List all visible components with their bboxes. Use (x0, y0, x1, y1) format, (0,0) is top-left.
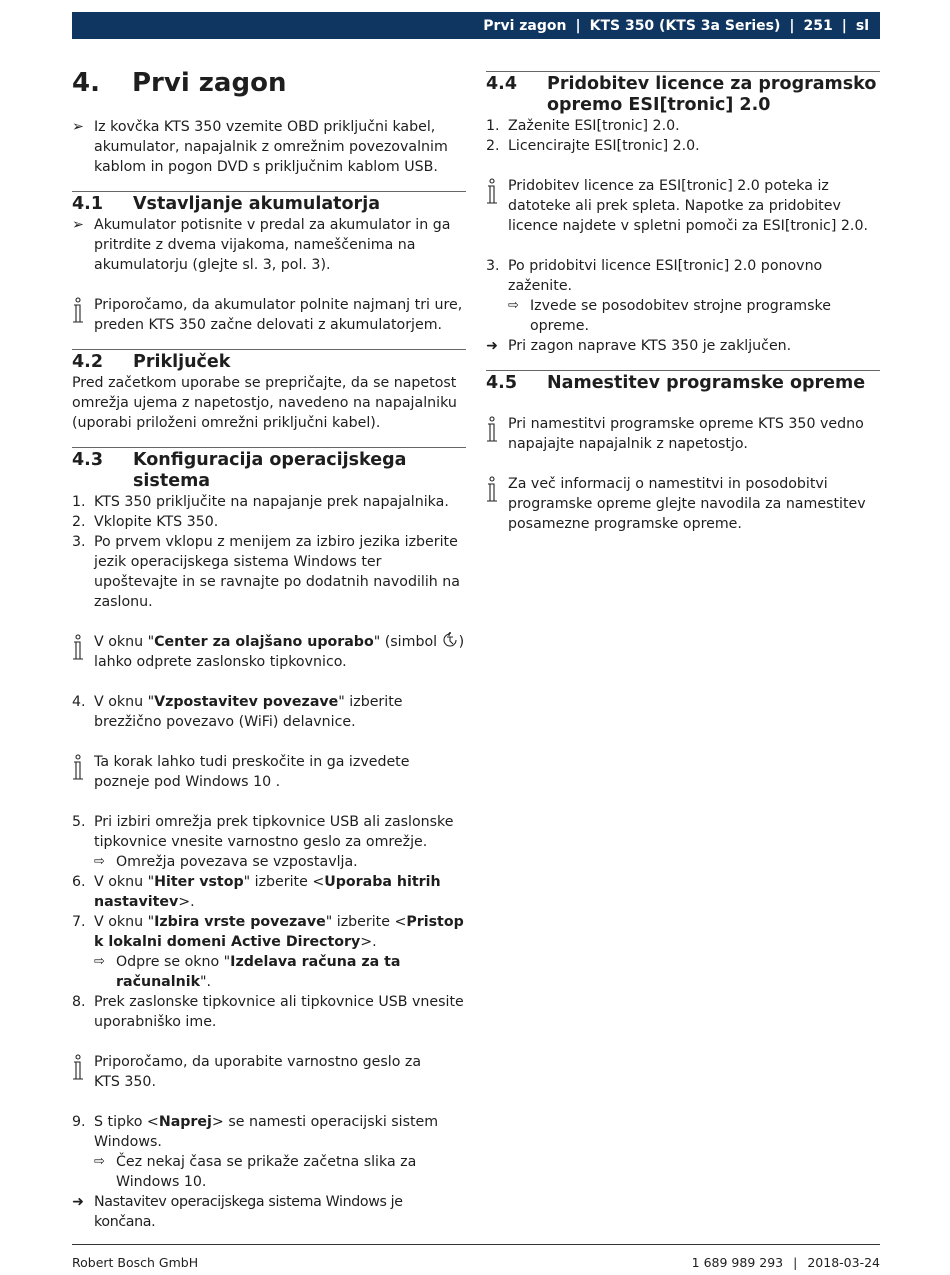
header-page-number: 251 (803, 17, 833, 34)
final-result: ➜ Pri zagon naprave KTS 350 je zaključen. (486, 338, 792, 354)
chapter-title: 4. Prvi zagon (72, 68, 287, 98)
section-heading: 4.5 Namestitev programske opreme (486, 373, 866, 393)
footer-separator: | (793, 1255, 798, 1270)
section-4-3 (72, 447, 466, 492)
section-heading: 4.2 Priključek (72, 352, 231, 372)
footer-date: 2018-03-24 (807, 1255, 880, 1270)
info-icon (72, 754, 86, 782)
result-arrow-icon: ⇨ (508, 298, 519, 313)
section-heading: 4.4 Pridobitev licence za programsko opremo ESI[tronic] 2.0 (486, 74, 877, 115)
info-note: Pridobitev licence za ESI[tronic] 2.0 poteka iz datoteke ali prek spleta. Napotke za pridobitev licence najdete v spletni pomoči za ESI[tronic] 2.0. (486, 176, 880, 236)
numbered-step: 2. Vklopite KTS 350. (72, 514, 219, 530)
numbered-step: 5. Pri izbiri omrežja prek tipkovnice USB ali zaslonske tipkovnice vnesite varnostno geslo za omrežje. (72, 814, 454, 850)
numbered-step: 9. S tipko <Naprej> se namesti operacijski sistem Windows. (72, 1114, 439, 1150)
final-result: ➜ Nastavitev operacijskega sistema Windows je končana. (72, 1194, 403, 1230)
header-separator: | (841, 17, 847, 34)
result-line: ⇨ Omrežja povezava se vzpostavlja. (94, 854, 358, 870)
result-line: ⇨ Izvede se posodobitev strojne programske opreme. (508, 298, 831, 334)
section-4-4 (486, 71, 880, 116)
numbered-step: 6. V oknu "Hiter vstop" izberite <Uporaba hitrih nastavitev>. (72, 874, 441, 910)
header-section: Prvi zagon (483, 17, 567, 34)
footer-company: Robert Bosch GmbH (72, 1255, 199, 1270)
numbered-step: 2. Licencirajte ESI[tronic] 2.0. (486, 138, 700, 154)
triangle-bullet-icon: ➢ (72, 119, 84, 135)
info-icon (486, 178, 500, 206)
header-product: KTS 350 (KTS 3a Series) (589, 17, 781, 34)
bold-arrow-icon: ➜ (72, 1194, 84, 1210)
section-heading: 4.3 Konfiguracija operacijskega sistema (72, 450, 407, 491)
left-column (72, 66, 466, 1232)
info-note: Za več informacij o namestitvi in posodobitvi programske opreme glejte navodila za namestitev posamezne programske opreme. (486, 474, 880, 534)
result-arrow-icon: ⇨ (94, 1154, 105, 1169)
info-icon (486, 476, 500, 504)
info-note: Priporočamo, da akumulator polnite najmanj tri ure, preden KTS 350 začne delovati z akumulatorjem. (72, 295, 466, 335)
header-separator: | (575, 17, 581, 34)
paragraph: Pred začetkom uporabe se prepričajte, da se napetost omrežja ujema z napetostjo, navedeno na napajalniku (uporabi priloženi omrežni priključni kabel). (72, 375, 457, 431)
numbered-step: 3. Po prvem vklopu z menijem za izbiro jezika izberite jezik operacijskega sistema Windows ter upoštevajte in se ravnajte po dodatnih navodilih na zaslonu. (72, 534, 460, 610)
info-icon (72, 1054, 86, 1082)
header-separator: | (789, 17, 795, 34)
section-4-1 (72, 191, 466, 215)
numbered-step: 1. Zaženite ESI[tronic] 2.0. (486, 118, 680, 134)
result-line: ⇨ Odpre se okno "Izdelava računa za ta računalnik". (94, 954, 401, 990)
section-4-5 (486, 370, 880, 394)
step: ➢ Akumulator potisnite v predal za akumulator in ga pritrdite z dvema vijakoma, nameščenima na akumulatorju (glejte sl. 3, pol. 3). (72, 217, 451, 273)
triangle-bullet-icon: ➢ (72, 217, 84, 233)
info-note: V oknu "Center za olajšano uporabo" (simbol ) lahko odprete zaslonsko tipkovnico. (72, 632, 466, 672)
header-bar (72, 12, 880, 39)
info-icon (486, 416, 500, 444)
numbered-step: 1. KTS 350 priključite na napajanje prek napajalnika. (72, 494, 449, 510)
numbered-step: 7. V oknu "Izbira vrste povezave" izberite <Pristop k lokalni domeni Active Directory>. (72, 914, 464, 950)
section-heading: 4.1 Vstavljanje akumulatorja (72, 194, 380, 214)
numbered-step: 4. V oknu "Vzpostavitev povezave" izberite brezžično povezavo (WiFi) delavnice. (72, 694, 403, 730)
result-arrow-icon: ⇨ (94, 854, 105, 869)
info-icon (72, 634, 86, 662)
result-arrow-icon: ⇨ (94, 954, 105, 969)
section-4-2 (72, 349, 466, 373)
numbered-step: 3. Po pridobitvi licence ESI[tronic] 2.0 ponovno zaženite. (486, 258, 823, 294)
info-icon (72, 297, 86, 325)
footer-document-number: 1 689 989 293 (691, 1255, 784, 1270)
info-note: Priporočamo, da uporabite varnostno geslo za KTS 350. (72, 1052, 466, 1092)
numbered-step: 8. Prek zaslonske tipkovnice ali tipkovnice USB vnesite uporabniško ime. (72, 994, 464, 1030)
result-line: ⇨ Čez nekaj časa se prikaže začetna slika za Windows 10. (94, 1154, 417, 1190)
bold-arrow-icon: ➜ (486, 338, 498, 354)
intro-step: ➢ Iz kovčka KTS 350 vzemite OBD priključni kabel, akumulator, napajalnik z omrežnim povezovalnim kablom in pogon DVD s priključnim kablom USB. (72, 119, 448, 175)
info-note: Ta korak lahko tudi preskočite in ga izvedete pozneje pod Windows 10 . (72, 752, 466, 792)
header-language: sl (855, 17, 869, 34)
accessibility-icon (442, 632, 459, 647)
info-note: Pri namestitvi programske opreme KTS 350 vedno napajajte napajalnik z napetostjo. (486, 414, 880, 454)
page-footer (72, 1244, 880, 1273)
right-column (486, 71, 880, 534)
